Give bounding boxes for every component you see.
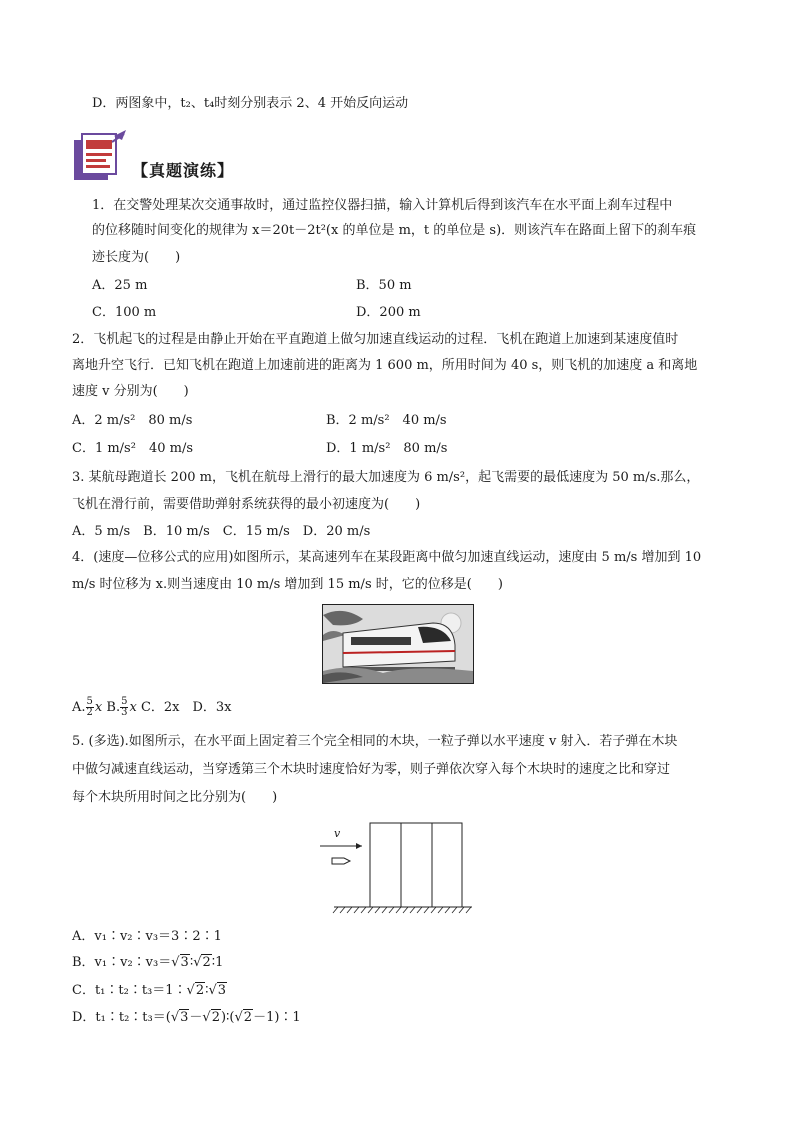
q1-option-d: D．200 m — [356, 305, 421, 320]
q4-option-a-label: A. — [72, 700, 86, 715]
q4-b-numerator: 5 — [121, 696, 128, 707]
section-title: 【真题演练】 — [132, 161, 235, 180]
q5-b-root3: 3 — [180, 955, 189, 970]
q2-line2: 离地升空飞行．已知飞机在跑道上加速前进的距离为 1 600 m，所用时间为 40 s，则飞机的加速度 a 和离地 — [72, 358, 698, 373]
q4-b-denominator: 3 — [121, 707, 128, 718]
q5-line1: 5. (多选).如图所示，在水平面上固定着三个完全相同的木块，一粒子弹以水平速度 v 射入．若子弹在木块 — [72, 734, 678, 749]
q5-d-prefix: D．t₁∶t₂∶t₃＝( — [72, 1010, 171, 1025]
q4-option-b-fraction — [120, 697, 128, 718]
q5-line3: 每个木块所用时间之比分别为( ) — [72, 790, 278, 805]
q5-d-root3: 3 — [180, 1010, 189, 1025]
q3-options: A．5 m/s B．10 m/s C．15 m/s D．20 m/s — [72, 524, 371, 539]
q5-option-d: D．t₁∶t₂∶t₃＝(√3－√2)∶(√2－1)∶1 — [72, 1010, 301, 1025]
q5-d-root2b: 2 — [243, 1010, 253, 1025]
q5-c-root2: 2 — [195, 983, 205, 998]
q4-line1: 4．(速度—位移公式的应用)如图所示，某高速列车在某段距离中做匀加速直线运动，速度由 5 m/s 增加到 10 — [72, 550, 702, 565]
q4-option-rest: C．2x D．3x — [140, 700, 232, 715]
q3-line1: 3. 某航母跑道长 200 m，飞机在航母上滑行的最大加速度为 6 m/s²，起飞需要的最低速度为 50 m/s.那么， — [72, 470, 700, 485]
q5-b-prefix: B．v₁∶v₂∶v₃＝ — [72, 955, 172, 970]
q3-line2: 飞机在滑行前，需要借助弹射系统获得的最小初速度为( ) — [72, 497, 421, 512]
q5-option-b: B．v₁∶v₂∶v₃＝√3∶√2∶1 — [72, 955, 224, 970]
q2-option-a: A．2 m/s² 80 m/s — [72, 413, 193, 428]
diagram-velocity-label: v — [334, 827, 341, 840]
q4-a-var: x — [94, 700, 103, 715]
q2-line1: 2．飞机起飞的过程是由静止开始在平直跑道上做匀加速直线运动的过程．飞机在跑道上加速到某速度值时 — [72, 332, 679, 347]
q2-option-c: C．1 m/s² 40 m/s — [72, 441, 193, 456]
q5-c-root3: 3 — [217, 983, 227, 998]
q4-option-a-fraction — [86, 697, 94, 718]
q2-option-b: B．2 m/s² 40 m/s — [326, 413, 447, 428]
q5-option-c: C．t₁∶t₂∶t₃＝1∶√2∶√3 — [72, 983, 227, 998]
q5-d-root2: 2 — [211, 1010, 220, 1025]
q5-b-tail: ∶1 — [211, 955, 224, 970]
q5-c-prefix: C．t₁∶t₂∶t₃＝1∶ — [72, 983, 187, 998]
q1-option-b: B．50 m — [356, 278, 412, 293]
bullet-blocks-diagram — [312, 820, 482, 916]
q5-b-root2: 2 — [202, 955, 211, 970]
q4-b-var: x — [129, 700, 137, 715]
q2-line3: 速度 v 分别为( ) — [72, 384, 189, 399]
q4-line2: m/s 时位移为 x.则当速度由 10 m/s 增加到 15 m/s 时，它的位移是( ) — [72, 577, 503, 592]
q4-a-numerator: 5 — [86, 696, 93, 707]
q4-a-denominator: 2 — [86, 707, 93, 718]
prev-option-d: D．两图象中，t₂、t₄时刻分别表示 2、4 开始反向运动 — [92, 96, 409, 111]
q1-option-a: A．25 m — [92, 278, 148, 293]
q2-option-d: D．1 m/s² 80 m/s — [326, 441, 448, 456]
q5-d-tail: －1)∶1 — [253, 1010, 301, 1025]
q5-option-a: A．v₁∶v₂∶v₃＝3∶2∶1 — [72, 929, 222, 944]
notebook-icon — [72, 130, 128, 184]
q1-option-c: C．100 m — [92, 305, 157, 320]
train-photo — [322, 604, 474, 684]
q1-line2: 的位移随时间变化的规律为 x＝20t－2t²(x 的单位是 m，t 的单位是 s)．则该汽车在路面上留下的刹车痕 — [92, 223, 697, 238]
q4-options — [72, 697, 232, 718]
q5-d-mid: )∶( — [220, 1010, 235, 1025]
q5-line2: 中做匀减速直线运动，当穿透第三个木块时速度恰好为零，则子弹依次穿入每个木块时的速度之比和穿过 — [72, 762, 671, 777]
q1-line1: 1．在交警处理某次交通事故时，通过监控仪器扫描，输入计算机后得到该汽车在水平面上刹车过程中 — [92, 198, 673, 213]
q1-line3: 迹长度为( ) — [92, 250, 181, 265]
q4-option-b-label: B. — [106, 700, 121, 715]
